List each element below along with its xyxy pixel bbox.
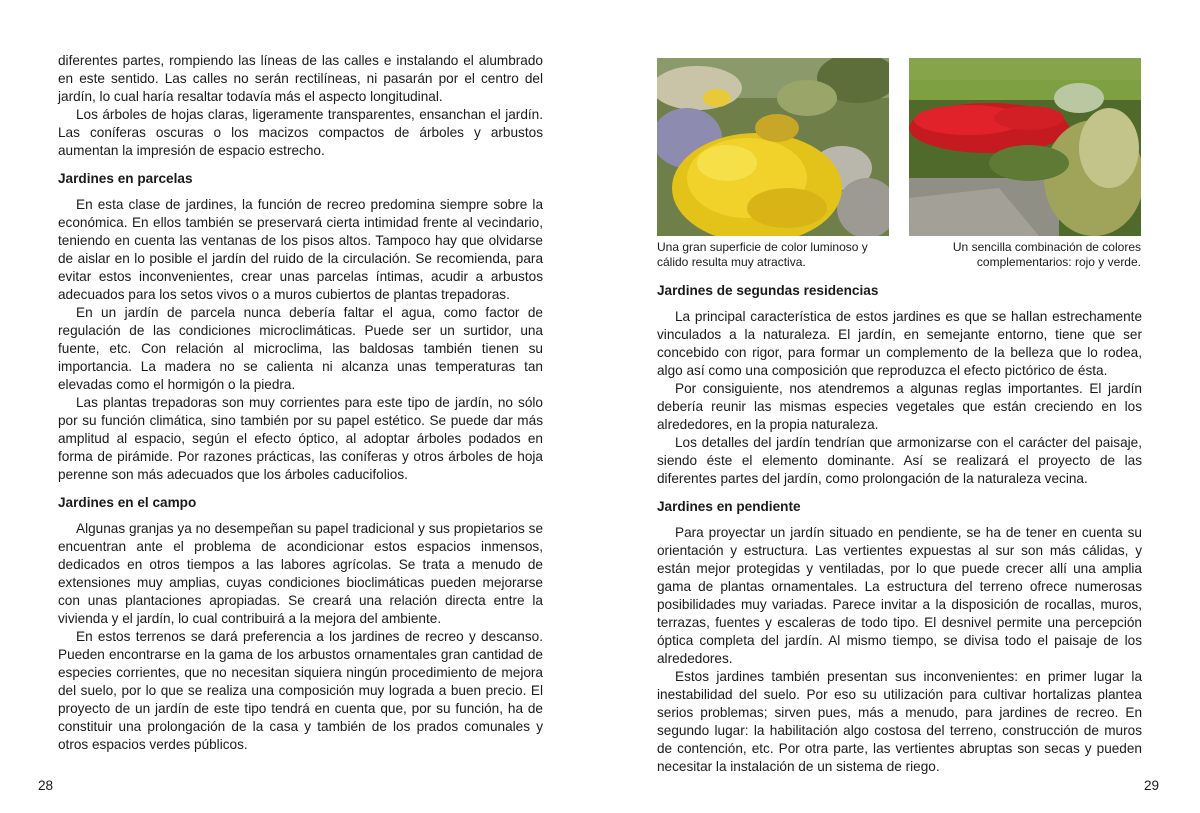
photo-caption-right: Un sencilla combinación de colores complementarios: rojo y verde. [952,240,1141,269]
section-heading: Jardines en el campo [58,495,197,510]
paragraph: En esta clase de jardines, la función de recreo predomina siempre sobre la económica. En ellos también se preservará cierta intimidad frente al vecindario, teniendo en cuenta las ventanas de los pisos altos. Tampoco hay que olvidarse de aislar en lo posible el jardín del ruido de la circulación. Se recomienda, para evitar estos inconvenientes, crear unas parcelas íntimas, acudir a arbustos adecuados para los setos vivos o a muros cubiertos de plantas trepadoras. [58,197,543,302]
right-text-column [657,282,1142,776]
section-heading: Jardines en parcelas [58,171,193,186]
paragraph: Algunas granjas ya no desempeñan su papel tradicional y sus propietarios se encuentran ante el problema de acondicionar estos espacios inmensos, dedicados en otros tiempos a las labores agrícolas. Se trata a menudo de extensiones muy amplias, cuyas condiciones bioclimáticas pueden mejorarse con unas plantaciones apropiadas. Se creará una relación directa entre la vivienda y el jardín, lo cual contribuirá a la mejora del ambiente. [58,521,543,626]
photo-caption-left: Una gran superficie de color luminoso y cálido resulta muy atractiva. [657,240,868,269]
paragraph: Los detalles del jardín tendrían que armonizarse con el carácter del paisaje, siendo éste el elemento dominante. Así se realizará el proyecto de las diferentes partes del jardín, como prolongación de la naturaleza vecina. [657,435,1142,486]
paragraph: Estos jardines también presentan sus inconvenientes: en primer lugar la inestabilidad del suelo. Por eso su utilización para cultivar hortalizas plantea serios problemas; sirven pues, más a menudo, para jardines de recreo. En segundo lugar: la habilitación algo costosa del terreno, construcción de muros de contención, etc. Por otra parte, las vertientes abruptas son secas y pueden necesitar la instalación de un sistema de riego. [657,669,1142,774]
paragraph: Por consiguiente, nos atendremos a algunas reglas importantes. El jardín debería reunir las mismas especies vegetales que están creciendo en los alrededores, en la propia naturaleza. [657,381,1142,432]
page-number-left: 28 [38,778,54,793]
paragraph: Los árboles de hojas claras, ligeramente transparentes, ensanchan el jardín. Las coníferas oscuras o los macizos compactos de árboles y arbustos aumentan la impresión de espacio estrecho. [58,107,543,158]
paragraph: La principal característica de estos jardines es que se hallan estrechamente vinculados a la naturaleza. El jardín, en semejante entorno, tiene que ser concebido con rigor, para formar un complemento de la belleza que lo rodea, algo así como una composición que reproduzca el efecto pictórico de ésta. [657,309,1142,378]
left-page [58,0,543,813]
paragraph: Para proyectar un jardín situado en pendiente, se ha de tener en cuenta su orientación y estructura. Las vertientes expuestas al sur son más cálidas, y están mejor protegidas y ventiladas, por lo que puede crecer allí una amplia gama de plantas ornamentales. La estructura del terreno ofrece numerosas posibilidades muy variadas. Parece invitar a la disposición de rocallas, muros, terrazas, fuentes y escaleras de todo tipo. El desnivel permite una percepción óptica completa del jardín. Al mismo tiempo, se divisa todo el paisaje de los alrededores. [657,525,1142,666]
right-page [657,0,1142,813]
paragraph: En un jardín de parcela nunca debería faltar el agua, como factor de regulación de las condiciones microclimáticas. Puede ser un surtidor, una fuente, etc. Con relación al microclima, las baldosas también tienen su importancia. La madera no se calienta ni alcanza unas temperaturas tan elevadas como el hormigón o la piedra. [58,305,543,392]
section-heading: Jardines en pendiente [657,499,801,514]
paragraph: En estos terrenos se dará preferencia a los jardines de recreo y descanso. Pueden encontrarse en la gama de los arbustos ornamentales gran cantidad de especies corrientes, que no necesitan siquiera ningún procedimiento de mejora del suelo, por lo que se realiza una composición muy lograda a buen precio. El proyecto de un jardín de este tipo tendrá en cuenta que, por su función, ha de constituir una prolongación de la casa y también de los prados comunales y otros espacios verdes públicos. [58,629,543,752]
paragraph: diferentes partes, rompiendo las líneas de las calles e instalando el alumbrado en este sentido. Las calles no serán rectilíneas, ni pasarán por el centro del jardín, lo cual haría resaltar todavía más el aspecto longitudinal. [58,53,543,104]
section-heading: Jardines de segundas residencias [657,283,879,298]
page-number-right: 29 [1144,778,1160,793]
paragraph: Las plantas trepadoras son muy corrientes para este tipo de jardín, no sólo por su función climática, sino también por su papel estético. Se puede dar más amplitud al espacio, según el efecto óptico, al adoptar árboles podados en forma de pirámide. Por razones prácticas, las coníferas y otros árboles de hoja perenne son más adecuados que los árboles caducifolios. [58,395,543,482]
left-text-column [58,52,543,754]
